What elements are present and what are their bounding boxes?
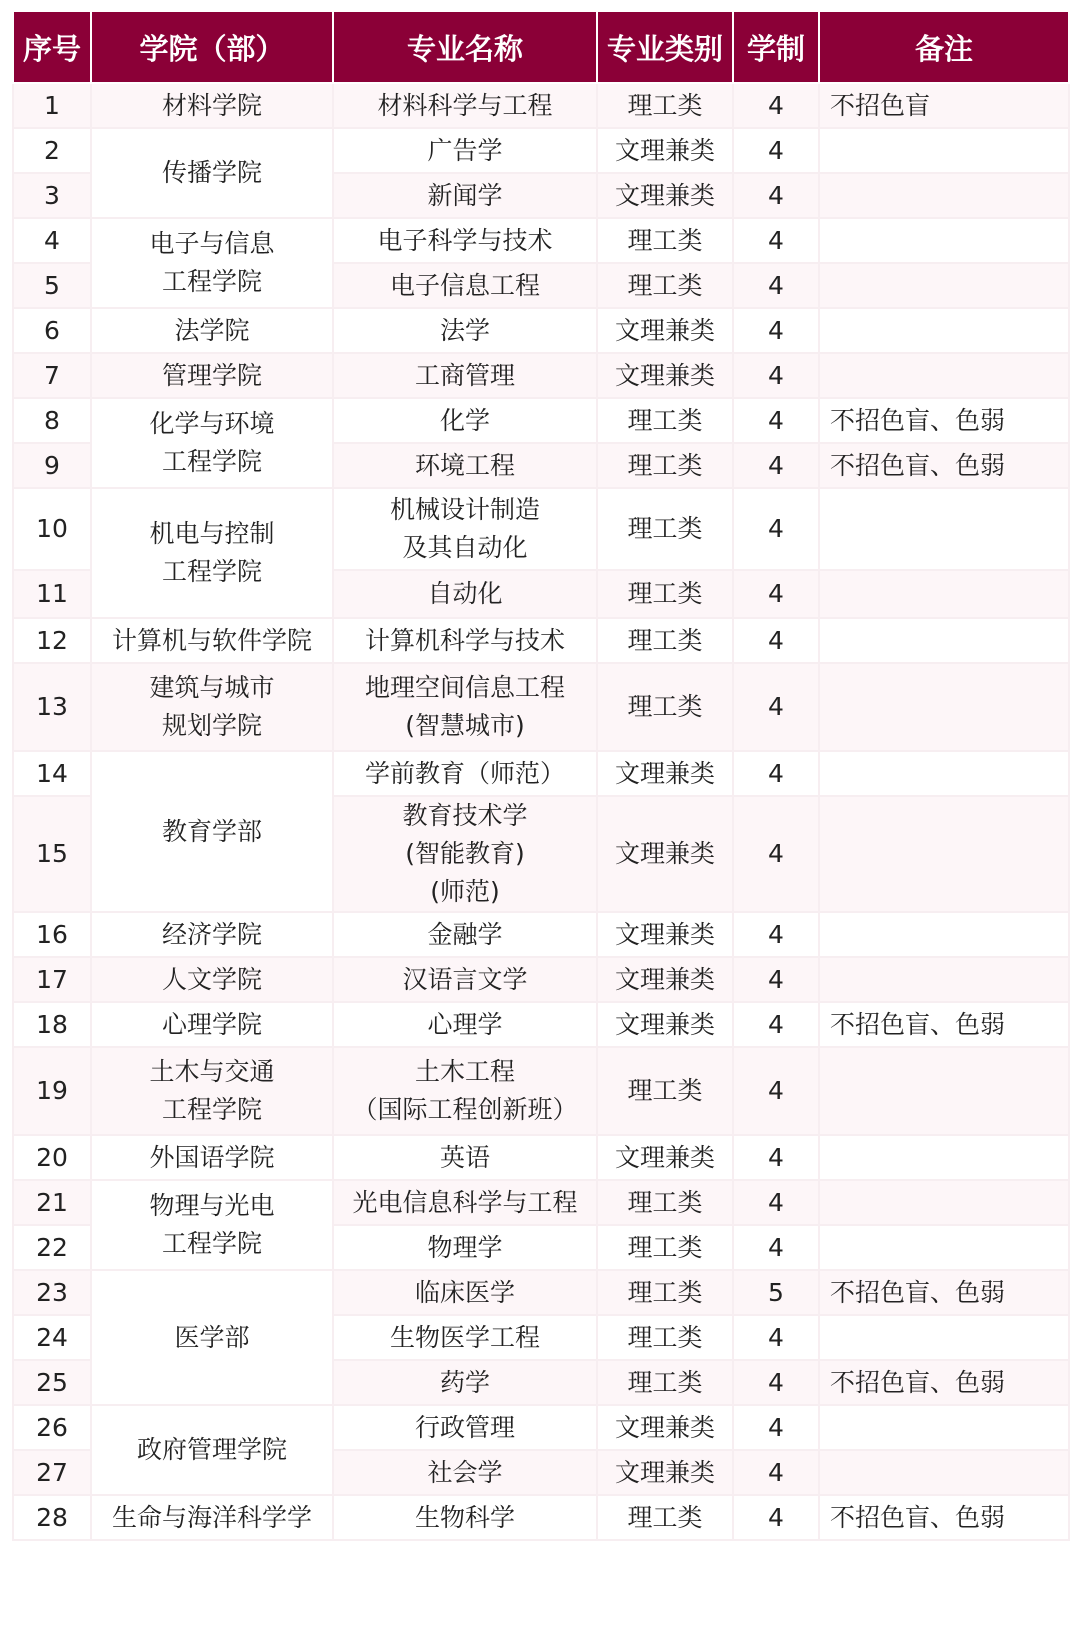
note (819, 173, 1069, 218)
table-row (13, 1180, 1069, 1225)
table-row (13, 663, 1069, 751)
table-row (13, 1135, 1069, 1180)
majors-table (12, 10, 1070, 1541)
table-row (13, 488, 1069, 570)
major-name (333, 663, 597, 751)
study-years: 4 (733, 912, 819, 957)
school-name (91, 663, 333, 751)
row-number: 19 (13, 1047, 91, 1135)
major-name (333, 488, 597, 570)
major-name-line: (智能教育) (405, 839, 525, 868)
row-number: 17 (13, 957, 91, 1002)
note (819, 1047, 1069, 1135)
school-name: 心理学院 (91, 1002, 333, 1047)
note (819, 618, 1069, 663)
study-years: 4 (733, 1450, 819, 1495)
table-row (13, 353, 1069, 398)
major-name: 社会学 (333, 1450, 597, 1495)
major-name: 药学 (333, 1360, 597, 1405)
table-row (13, 751, 1069, 796)
row-number: 13 (13, 663, 91, 751)
table-row (13, 618, 1069, 663)
note (819, 353, 1069, 398)
school-name: 医学部 (91, 1270, 333, 1405)
row-number: 21 (13, 1180, 91, 1225)
major-name: 汉语言文学 (333, 957, 597, 1002)
study-years: 4 (733, 443, 819, 488)
school-name: 人文学院 (91, 957, 333, 1002)
study-years: 4 (733, 1360, 819, 1405)
school-name: 政府管理学院 (91, 1405, 333, 1495)
note (819, 1135, 1069, 1180)
major-name: 生物医学工程 (333, 1315, 597, 1360)
row-number: 7 (13, 353, 91, 398)
study-years: 4 (733, 488, 819, 570)
school-name: 计算机与软件学院 (91, 618, 333, 663)
major-name: 环境工程 (333, 443, 597, 488)
major-category: 文理兼类 (597, 1135, 733, 1180)
major-category: 理工类 (597, 263, 733, 308)
note: 不招色盲、色弱 (819, 1495, 1069, 1540)
major-name: 心理学 (333, 1002, 597, 1047)
table-row (13, 1495, 1069, 1540)
school-name-line: 工程学院 (161, 1229, 262, 1258)
major-name-line: 教育技术学 (402, 801, 528, 830)
major-category: 文理兼类 (597, 796, 733, 912)
study-years: 4 (733, 1180, 819, 1225)
table-row (13, 1047, 1069, 1135)
header-no: 序号 (13, 11, 91, 83)
major-category: 文理兼类 (597, 173, 733, 218)
note (819, 263, 1069, 308)
major-category: 文理兼类 (597, 1405, 733, 1450)
row-number: 15 (13, 796, 91, 912)
note: 不招色盲、色弱 (819, 1360, 1069, 1405)
note: 不招色盲、色弱 (819, 443, 1069, 488)
major-category: 文理兼类 (597, 751, 733, 796)
note: 不招色盲、色弱 (819, 1270, 1069, 1315)
major-name: 生物科学 (333, 1495, 597, 1540)
row-number: 23 (13, 1270, 91, 1315)
major-category: 理工类 (597, 398, 733, 443)
major-name-line: 土木工程 (414, 1057, 515, 1086)
study-years: 4 (733, 1225, 819, 1270)
major-category: 理工类 (597, 83, 733, 128)
major-name-line: 及其自动化 (402, 533, 528, 562)
table-row (13, 398, 1069, 443)
major-category: 理工类 (597, 1315, 733, 1360)
school-name: 材料学院 (91, 83, 333, 128)
school-name-line: 工程学院 (161, 447, 262, 476)
table-body (13, 83, 1069, 1540)
major-category: 理工类 (597, 570, 733, 618)
row-number: 24 (13, 1315, 91, 1360)
header-note: 备注 (819, 11, 1069, 83)
study-years: 4 (733, 1315, 819, 1360)
note (819, 218, 1069, 263)
major-category: 理工类 (597, 618, 733, 663)
school-name-line: 工程学院 (161, 1095, 262, 1124)
note (819, 912, 1069, 957)
table-row (13, 1405, 1069, 1450)
study-years: 4 (733, 1135, 819, 1180)
study-years: 4 (733, 957, 819, 1002)
school-name: 生命与海洋科学学 (91, 1495, 333, 1540)
note (819, 1315, 1069, 1360)
study-years: 4 (733, 263, 819, 308)
row-number: 26 (13, 1405, 91, 1450)
study-years: 4 (733, 796, 819, 912)
school-name: 法学院 (91, 308, 333, 353)
note: 不招色盲 (819, 83, 1069, 128)
major-name: 金融学 (333, 912, 597, 957)
major-category: 理工类 (597, 663, 733, 751)
study-years: 4 (733, 128, 819, 173)
table-row (13, 128, 1069, 173)
study-years: 4 (733, 570, 819, 618)
study-years: 4 (733, 218, 819, 263)
table-row (13, 1270, 1069, 1315)
major-category: 文理兼类 (597, 1450, 733, 1495)
major-category: 理工类 (597, 1270, 733, 1315)
major-name-line: (智慧城市) (405, 711, 525, 740)
study-years: 4 (733, 663, 819, 751)
study-years: 4 (733, 308, 819, 353)
major-name: 光电信息科学与工程 (333, 1180, 597, 1225)
school-name-line: 土木与交通 (149, 1057, 275, 1086)
note (819, 1180, 1069, 1225)
note (819, 1405, 1069, 1450)
major-category: 文理兼类 (597, 957, 733, 1002)
major-name: 化学 (333, 398, 597, 443)
row-number: 22 (13, 1225, 91, 1270)
table-row (13, 1002, 1069, 1047)
row-number: 28 (13, 1495, 91, 1540)
school-name-line: 机电与控制 (149, 519, 275, 548)
school-name (91, 1047, 333, 1135)
table-row (13, 957, 1069, 1002)
major-category: 理工类 (597, 488, 733, 570)
major-name: 英语 (333, 1135, 597, 1180)
note (819, 308, 1069, 353)
school-name (91, 488, 333, 618)
header-category: 专业类别 (597, 11, 733, 83)
major-category: 理工类 (597, 1047, 733, 1135)
table-row (13, 308, 1069, 353)
table-row (13, 912, 1069, 957)
row-number: 8 (13, 398, 91, 443)
study-years: 4 (733, 353, 819, 398)
note (819, 957, 1069, 1002)
school-name-line: 工程学院 (161, 557, 262, 586)
table-row (13, 218, 1069, 263)
row-number: 11 (13, 570, 91, 618)
major-category: 理工类 (597, 1180, 733, 1225)
major-category: 文理兼类 (597, 1002, 733, 1047)
major-name (333, 796, 597, 912)
row-number: 6 (13, 308, 91, 353)
row-number: 12 (13, 618, 91, 663)
major-name: 计算机科学与技术 (333, 618, 597, 663)
note (819, 1450, 1069, 1495)
school-name: 传播学院 (91, 128, 333, 218)
major-category: 文理兼类 (597, 912, 733, 957)
row-number: 3 (13, 173, 91, 218)
header-years: 学制 (733, 11, 819, 83)
row-number: 16 (13, 912, 91, 957)
school-name (91, 218, 333, 308)
header-major: 专业名称 (333, 11, 597, 83)
header-school: 学院（部） (91, 11, 333, 83)
study-years: 4 (733, 1002, 819, 1047)
row-number: 10 (13, 488, 91, 570)
major-name: 电子科学与技术 (333, 218, 597, 263)
school-name: 管理学院 (91, 353, 333, 398)
row-number: 18 (13, 1002, 91, 1047)
study-years: 4 (733, 1495, 819, 1540)
major-category: 文理兼类 (597, 308, 733, 353)
major-name-line: 机械设计制造 (389, 495, 540, 524)
school-name-line: 工程学院 (161, 267, 262, 296)
note (819, 663, 1069, 751)
row-number: 9 (13, 443, 91, 488)
major-name: 临床医学 (333, 1270, 597, 1315)
major-name: 广告学 (333, 128, 597, 173)
row-number: 14 (13, 751, 91, 796)
major-name: 物理学 (333, 1225, 597, 1270)
major-name: 法学 (333, 308, 597, 353)
school-name-line: 化学与环境 (149, 409, 275, 438)
study-years: 4 (733, 1047, 819, 1135)
school-name-line: 建筑与城市 (149, 673, 275, 702)
major-category: 理工类 (597, 443, 733, 488)
note (819, 488, 1069, 570)
major-name: 学前教育（师范） (333, 751, 597, 796)
major-name (333, 1047, 597, 1135)
school-name (91, 1180, 333, 1270)
row-number: 25 (13, 1360, 91, 1405)
study-years: 4 (733, 618, 819, 663)
school-name (91, 398, 333, 488)
school-name-line: 物理与光电 (149, 1191, 275, 1220)
major-name-line: (师范) (430, 877, 500, 906)
major-name: 材料科学与工程 (333, 83, 597, 128)
school-name: 经济学院 (91, 912, 333, 957)
row-number: 1 (13, 83, 91, 128)
study-years: 4 (733, 751, 819, 796)
school-name: 教育学部 (91, 751, 333, 912)
major-category: 理工类 (597, 218, 733, 263)
school-name-line: 电子与信息 (149, 229, 275, 258)
note (819, 796, 1069, 912)
major-name: 行政管理 (333, 1405, 597, 1450)
study-years: 4 (733, 173, 819, 218)
major-category: 文理兼类 (597, 353, 733, 398)
row-number: 5 (13, 263, 91, 308)
note (819, 570, 1069, 618)
row-number: 20 (13, 1135, 91, 1180)
major-name: 新闻学 (333, 173, 597, 218)
school-name-line: 规划学院 (161, 711, 262, 740)
major-category: 文理兼类 (597, 128, 733, 173)
major-name: 电子信息工程 (333, 263, 597, 308)
major-name: 工商管理 (333, 353, 597, 398)
study-years: 4 (733, 398, 819, 443)
major-name-line: （国际工程创新班） (352, 1095, 578, 1124)
major-category: 理工类 (597, 1360, 733, 1405)
row-number: 2 (13, 128, 91, 173)
table-row (13, 83, 1069, 128)
note: 不招色盲、色弱 (819, 398, 1069, 443)
row-number: 27 (13, 1450, 91, 1495)
school-name: 外国语学院 (91, 1135, 333, 1180)
note (819, 1225, 1069, 1270)
row-number: 4 (13, 218, 91, 263)
table-header-row (13, 11, 1069, 83)
study-years: 5 (733, 1270, 819, 1315)
major-name-line: 地理空间信息工程 (364, 673, 565, 702)
major-category: 理工类 (597, 1495, 733, 1540)
study-years: 4 (733, 83, 819, 128)
note (819, 751, 1069, 796)
note (819, 128, 1069, 173)
major-category: 理工类 (597, 1225, 733, 1270)
study-years: 4 (733, 1405, 819, 1450)
note: 不招色盲、色弱 (819, 1002, 1069, 1047)
major-name: 自动化 (333, 570, 597, 618)
